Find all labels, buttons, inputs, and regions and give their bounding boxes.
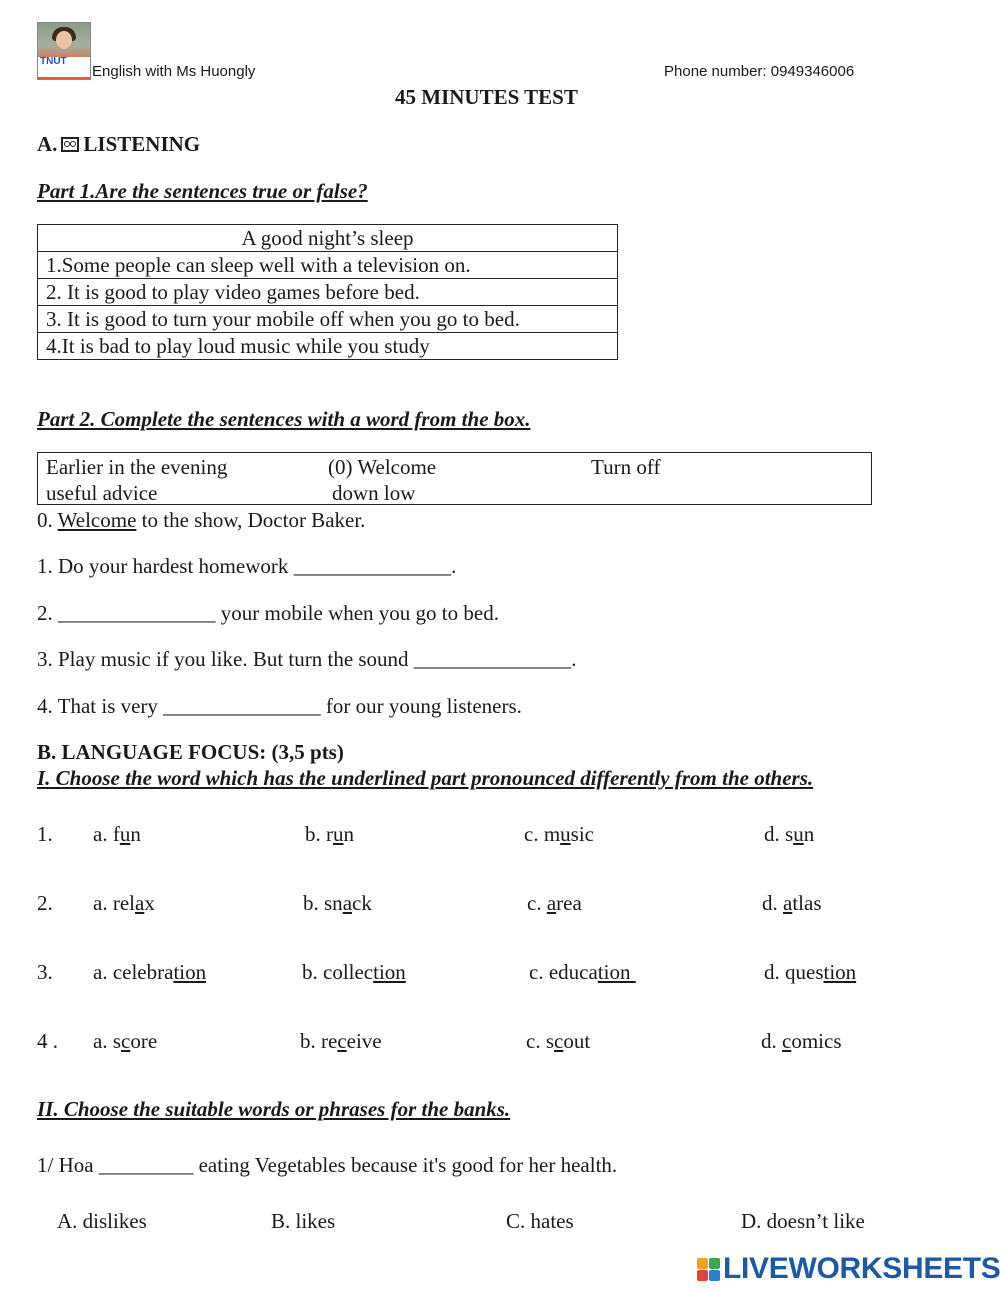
example-answer: Welcome — [57, 508, 137, 532]
word-box-item: useful advice — [46, 481, 158, 505]
underlined-part: c — [337, 1029, 347, 1053]
word-box-item: down low — [332, 481, 416, 505]
section-a-heading — [37, 132, 200, 157]
pronunciation-option: a. celebration — [93, 960, 207, 984]
choose-words-title: II. Choose the suitable words or phrases for the banks. — [37, 1097, 511, 1121]
pronunciation-option: c. scout — [526, 1029, 591, 1053]
option-b: B. likes — [271, 1209, 336, 1233]
pronunciation-option: a. score — [93, 1029, 158, 1053]
option-c: C. hates — [506, 1209, 574, 1233]
logo-text: LIVEWORKSHEETS — [723, 1252, 1000, 1285]
teacher-name: English with Ms Huongly — [92, 63, 256, 80]
underlined-part: u — [560, 822, 571, 846]
page-title: 45 MINUTES TEST — [395, 85, 578, 109]
pronunciation-option: b. collection — [302, 960, 406, 984]
section-b-heading: B. LANGUAGE FOCUS: (3,5 pts) — [37, 740, 344, 764]
fill-sentence: 2. _______________ your mobile when you go to bed. — [37, 601, 499, 625]
pronunciation-option: c. area — [527, 891, 582, 915]
table-header: A good night’s sleep — [38, 225, 618, 252]
word-box-item: Turn off — [591, 455, 661, 479]
question-number: 3. — [37, 960, 53, 984]
fill-sentence: 4. That is very _______________ for our young listeners. — [37, 694, 522, 718]
underlined-part: tion — [373, 960, 406, 984]
underlined-part: a — [134, 891, 145, 915]
question-number: 2. — [37, 891, 53, 915]
fill-sentence: 1. Do your hardest homework _______________. — [37, 554, 457, 578]
underlined-part: a — [546, 891, 557, 915]
pronunciation-option: b. receive — [300, 1029, 382, 1053]
phone-number: Phone number: 0949346006 — [664, 63, 855, 80]
option-a: A. dislikes — [57, 1209, 147, 1233]
pronunciation-option: d. comics — [761, 1029, 842, 1053]
underlined-part: c — [121, 1029, 131, 1053]
table-row: 3. It is good to turn your mobile off when you go to bed. — [38, 306, 618, 333]
true-false-table — [37, 224, 618, 360]
underlined-part: tion — [823, 960, 857, 984]
table-row: 1.Some people can sleep well with a television on. — [38, 252, 618, 279]
cassette-icon — [61, 137, 79, 152]
question-1: 1/ Hoa _________ eating Vegetables because it's good for her health. — [37, 1153, 618, 1177]
photo-face — [56, 31, 72, 49]
pronunciation-option: b. snack — [303, 891, 372, 915]
option-d: D. doesn’t like — [741, 1209, 865, 1233]
pronunciation-option: b. run — [305, 822, 354, 846]
underlined-part: c — [782, 1029, 792, 1053]
pronunciation-option: a. fun — [93, 822, 141, 846]
word-box-item: (0) Welcome — [328, 455, 437, 479]
question-number: 4 . — [37, 1029, 58, 1053]
pronunciation-title: I. Choose the word which has the underlined part pronounced differently from the others. — [37, 766, 814, 790]
teacher-photo — [37, 22, 91, 80]
underlined-part: c — [554, 1029, 564, 1053]
part2-title: Part 2. Complete the sentences with a word from the box. — [37, 407, 531, 431]
pronunciation-option: c. music — [524, 822, 594, 846]
underlined-part: a — [783, 891, 793, 915]
logo-mark-icon — [697, 1258, 721, 1282]
section-a-prefix: A. — [37, 132, 58, 156]
pronunciation-option: d. atlas — [762, 891, 822, 915]
pronunciation-option: d. sun — [764, 822, 815, 846]
pronunciation-option: c. education — [529, 960, 636, 984]
table-row: 4.It is bad to play loud music while you study — [38, 333, 618, 360]
underlined-part: u — [793, 822, 804, 846]
part1-title: Part 1.Are the sentences true or false? — [37, 179, 368, 203]
example-sentence: 0. Welcome to the show, Doctor Baker. — [37, 508, 366, 532]
photo-badge: TNUT — [38, 57, 90, 77]
pronunciation-option: a. relax — [93, 891, 155, 915]
underlined-part: a — [342, 891, 353, 915]
question-number: 1. — [37, 822, 53, 846]
word-box — [37, 452, 872, 505]
section-a-title: LISTENING — [83, 132, 201, 156]
table-row: 2. It is good to play video games before bed. — [38, 279, 618, 306]
underlined-part: u — [333, 822, 344, 846]
fill-sentence: 3. Play music if you like. But turn the sound _______________. — [37, 647, 577, 671]
pronunciation-option: d. question — [764, 960, 857, 984]
underlined-part: tion — [597, 960, 636, 984]
word-box-item: Earlier in the evening — [46, 455, 228, 479]
underlined-part: tion — [173, 960, 207, 984]
underlined-part: u — [119, 822, 131, 846]
